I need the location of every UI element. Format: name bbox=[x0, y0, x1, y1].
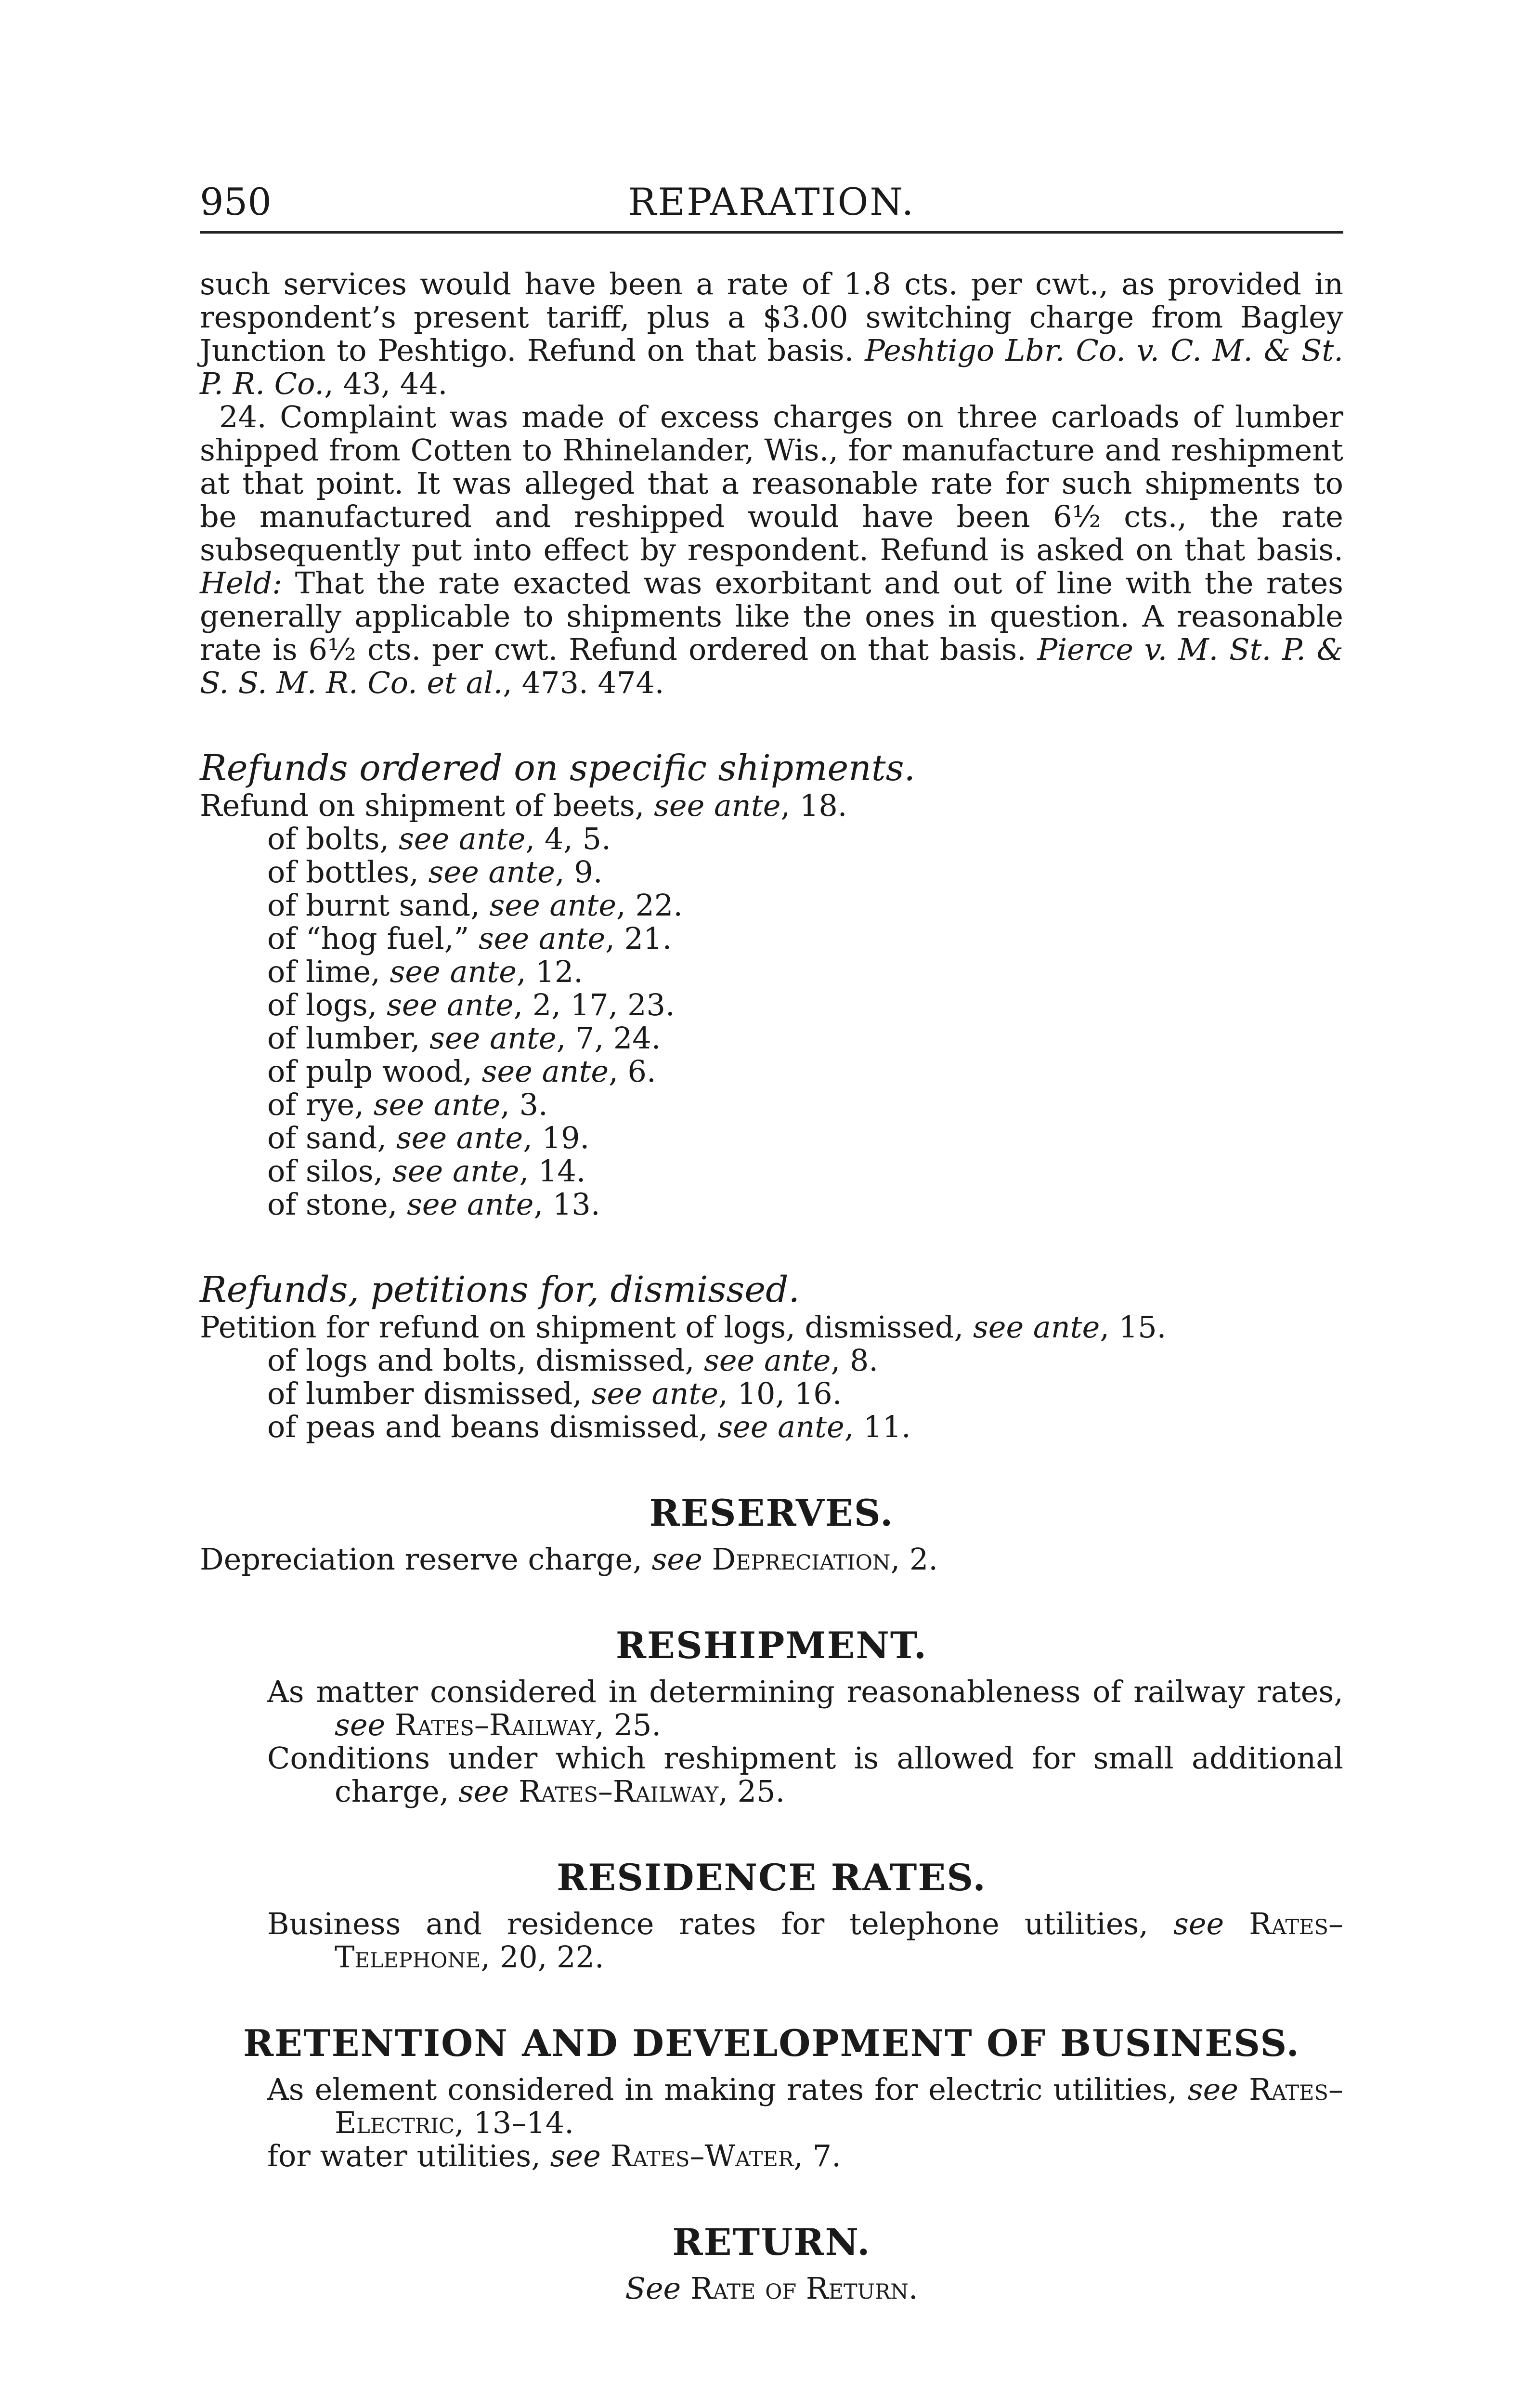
case-citation: Pierce v. M. St. P. & S. S. M. R. Co. et al. bbox=[200, 632, 1343, 700]
cross-reference: Rates–Telephone bbox=[335, 1906, 1344, 1975]
page-body bbox=[200, 267, 1343, 2305]
index-entry: Refund on shipment of beets, see ante, 18. bbox=[200, 788, 847, 823]
section-heading-reshipment: RESHIPMENT. bbox=[615, 1624, 928, 1667]
index-entry: Conditions under which reshipment is allowed for small additional charge, see Rates–Railway, 25. bbox=[267, 1741, 1343, 1809]
index-subentry: of sand, see ante, 19. bbox=[267, 1120, 590, 1155]
index-subentry: of lumber dismissed, see ante, 10, 16. bbox=[267, 1376, 842, 1411]
index-entry: As element considered in making rates for electric utilities, see Rates–Electric, 13–14. bbox=[267, 2072, 1343, 2140]
index-subentry: of peas and beans dismissed, see ante, 11. bbox=[267, 1409, 911, 1444]
case-paragraph-24: 24. Complaint was made of excess charges on three carloads of lumber shipped from Cotten to Rhinelander, Wis., for manufacture and reshipment at that point. It was alleged that a reasonable rate for such shipments to be manufactured and reshipped would have been 6½ cts., the rate subsequently put into effect by respondent. Refund is asked on that basis. Held: That the rate exacted was exorbitant and out of line with the rates generally applicable to shipments like the ones in question. A reasonable rate is 6½ cts. per cwt. Refund ordered on that basis. Pierce v. M. St. P. & S. S. M. R. Co. et al., 473. 474. bbox=[200, 399, 1343, 700]
index-entry: As matter considered in determining reasonableness of railway rates, see Rates–Railway, 25. bbox=[267, 1674, 1343, 1742]
index-subentry: of burnt sand, see ante, 22. bbox=[267, 888, 683, 923]
index-entry: Petition for refund on shipment of logs, dismissed, see ante, 15. bbox=[200, 1309, 1167, 1345]
index-subentry: of lime, see ante, 12. bbox=[267, 954, 583, 989]
section-heading-reserves: RESERVES. bbox=[649, 1492, 894, 1534]
index-subentry: of stone, see ante, 13. bbox=[267, 1187, 600, 1222]
cross-reference: Rate of Return bbox=[690, 2271, 909, 2306]
subsection-heading: Refunds, petitions for, dismissed. bbox=[200, 1269, 800, 1310]
index-entry: See Rate of Return. bbox=[625, 2271, 918, 2306]
index-subentry: for water utilities, see Rates–Water, 7. bbox=[267, 2138, 841, 2173]
page-header bbox=[200, 178, 1343, 234]
cross-reference: Depreciation bbox=[712, 1542, 891, 1577]
index-entry: Depreciation reserve charge, see Depreciation, 2. bbox=[200, 1542, 938, 1577]
cross-reference: Rates–Railway bbox=[518, 1774, 719, 1809]
section-heading-retention: RETENTION AND DEVELOPMENT OF BUSINESS. bbox=[243, 2022, 1300, 2065]
index-subentry: of bolts, see ante, 4, 5. bbox=[267, 821, 611, 856]
page-number: 950 bbox=[200, 181, 272, 224]
case-citation: Peshtigo Lbr. Co. v. C. M. & St. P. R. Co. bbox=[200, 333, 1343, 401]
index-subentry: of logs and bolts, dismissed, see ante, 8. bbox=[267, 1343, 879, 1378]
cross-reference: Rates–Electric bbox=[335, 2072, 1343, 2140]
index-entry: Business and residence rates for telephone utilities, see Rates–Telephone, 20, 22. bbox=[267, 1906, 1344, 1975]
section-heading-return: RETURN. bbox=[672, 2221, 871, 2264]
section-heading-residence-rates: RESIDENCE RATES. bbox=[557, 1856, 987, 1899]
index-subentry: of bottles, see ante, 9. bbox=[267, 854, 603, 890]
cross-reference: Rates–Water bbox=[610, 2138, 794, 2173]
index-subentry: of lumber, see ante, 7, 24. bbox=[267, 1021, 661, 1056]
index-subentry: of rye, see ante, 3. bbox=[267, 1087, 548, 1122]
held-label: Held: bbox=[200, 565, 283, 601]
index-subentry: of silos, see ante, 14. bbox=[267, 1153, 586, 1189]
cross-reference: Rates–Railway bbox=[394, 1707, 595, 1742]
subsection-heading: Refunds ordered on specific shipments. bbox=[200, 747, 916, 789]
continuation-paragraph: such services would have been a rate of 1.8 cts. per cwt., as provided in respondent’s present tariff, plus a $3.00 switching charge from Bagley Junction to Peshtigo. Refund on that basis. Peshtigo Lbr. Co. v. C. M. & St. P. R. Co., 43, 44. bbox=[200, 266, 1343, 401]
index-subentry: of pulp wood, see ante, 6. bbox=[267, 1054, 656, 1089]
index-subentry: of “hog fuel,” see ante, 21. bbox=[267, 921, 672, 956]
running-title: REPARATION. bbox=[628, 181, 915, 224]
index-subentry: of logs, see ante, 2, 17, 23. bbox=[267, 987, 675, 1022]
